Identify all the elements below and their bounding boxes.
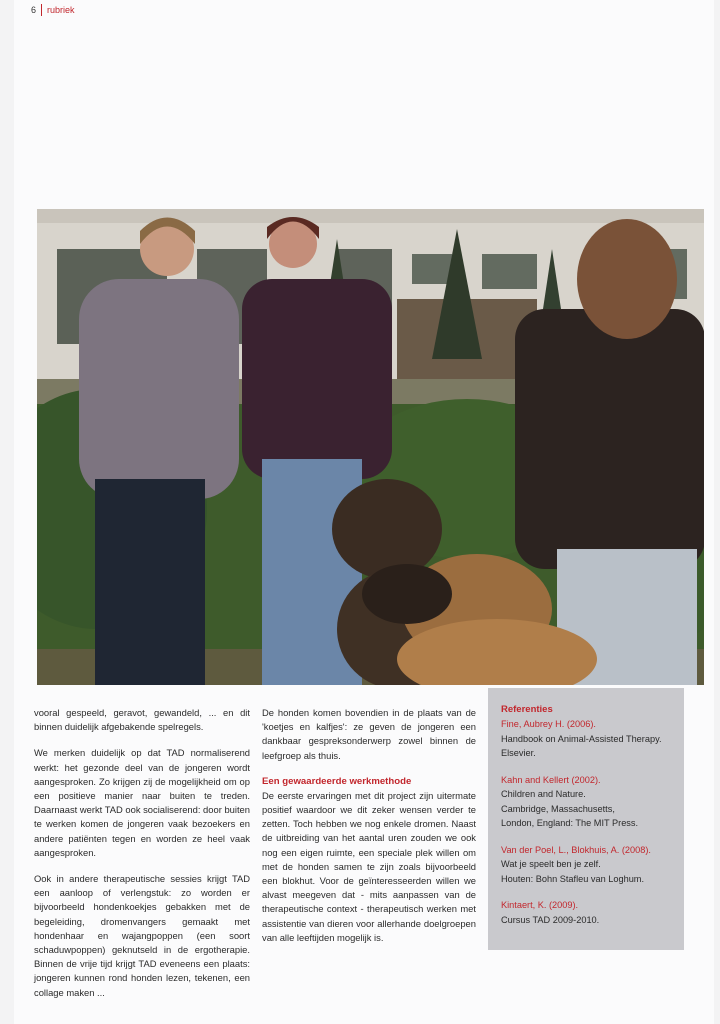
- page-header: [31, 4, 75, 16]
- references-box: [488, 688, 684, 950]
- reference-author: Kintaert, K. (2009).: [501, 900, 579, 910]
- reference-line: Wat je speelt ben je zelf.: [501, 859, 601, 869]
- reference-line: Children and Nature.: [501, 789, 586, 799]
- article-column-2: [262, 706, 476, 957]
- reference-author: Kahn and Kellert (2002).: [501, 774, 601, 785]
- reference-item: [501, 717, 684, 761]
- reference-item: [501, 773, 684, 831]
- header-divider: [41, 4, 42, 16]
- article-photo: [37, 209, 704, 685]
- paragraph: vooral gespeeld, geravot, gewandeld, ... en dit binnen duidelijk afgebakende spelregels.: [34, 707, 250, 733]
- reference-line: Houten: Bohn Stafleu van Loghum.: [501, 873, 645, 884]
- reference-item: [501, 843, 684, 887]
- section-heading: Een gewaardeerde werkmethode: [262, 775, 412, 787]
- article-column-1: [34, 706, 250, 1012]
- paragraph: Ook in andere therapeutische sessies krijgt TAD een aanloop of verlengstuk: zo worden er bijvoorbeeld hondenkoekjes gebakken met de begeleiding, dromenvangers gemaakt met hondenhaar en wajangpoppen (een soort schaduwpoppen) geknutseld in de ergotherapie. Binnen de vrije tijd krijgt TAD eveneens een plaats: jongeren kunnen rond honden lezen, tekenen, een collage maken ...: [34, 873, 250, 998]
- paragraph: De honden komen bovendien in de plaats van de 'koetjes en kalfjes': ze geven de jongeren een dankbaar gespreksonderwerp zowel binnen de leefgroep als thuis.: [262, 707, 476, 761]
- photo-illustration: [37, 209, 704, 685]
- reference-line: London, England: The MIT Press.: [501, 818, 639, 828]
- references-title: Referenties: [501, 704, 553, 715]
- paragraph: We merken duidelijk op dat TAD normaliserend werkt: het gezonde deel van de jongeren wordt aangesproken. Zo krijgen zij de mogelijkheid om op een positieve manier naar buiten te treden. Daarnaast werkt TAD ook socialiserend: door buiten te werken komen de jongeren vaak bezoekers en andere patiënten tegen en worden ze heel vaak aangesproken.: [34, 747, 250, 858]
- page-number: 6: [31, 5, 37, 15]
- section-label: rubriek: [47, 5, 75, 15]
- reference-line: Cambridge, Massachusetts,: [501, 803, 615, 814]
- paragraph: De eerste ervaringen met dit project zijn uitermate positief waardoor we dit zeker wensen verder te zetten. Toch hebben we nog enkele dromen. Naast de uitbreiding van het aantal uren zouden we ook nog een eigen ruimte, een speciale plek willen om met de honden samen te zijn zoals bijvoorbeeld een blokhut. Voor de geïnteresseerden willen we alvast meegeven dat - mits aanpassen van de therapeutische context - therapeutisch werken met assistentie van dieren voor allerhande doelgroepen van alle leeftijden mogelijk is.: [262, 789, 476, 943]
- reference-line: Elsevier.: [501, 748, 536, 758]
- reference-item: [501, 898, 684, 927]
- reference-author: Fine, Aubrey H. (2006).: [501, 719, 596, 729]
- reference-line: Handbook on Animal-Assisted Therapy.: [501, 733, 662, 744]
- reference-line: Cursus TAD 2009-2010.: [501, 914, 600, 925]
- reference-author: Van der Poel, L., Blokhuis, A. (2008).: [501, 844, 651, 855]
